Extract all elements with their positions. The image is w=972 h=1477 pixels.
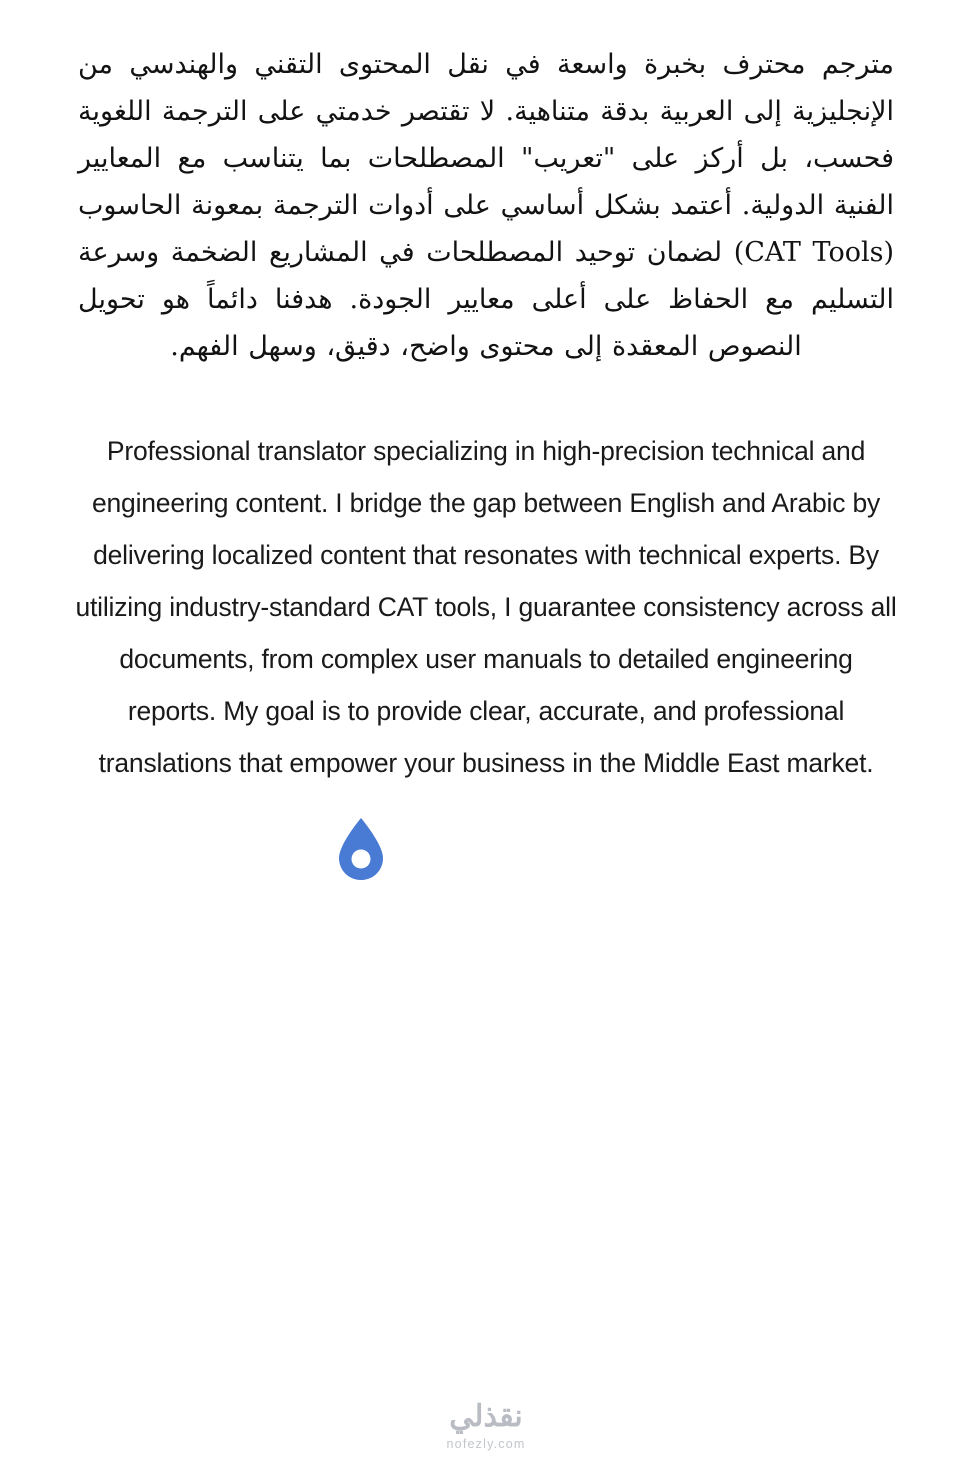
- document-page: [0, 27, 972, 1477]
- footer-website-url: nofezly.com: [446, 1437, 526, 1451]
- droplet-pin-icon: [333, 816, 389, 886]
- footer-brand-name: نقذلي: [449, 1399, 523, 1434]
- english-description-paragraph: Professional translator specializing in high-precision technical and engineering content. I bridge the gap between English and Arabic by delivering localized content that resonates with technical experts. By utilizing industry-standard CAT tools, I guarantee consistency across all documents, from complex user manuals to detailed engineering reports. My goal is to provide clear, accurate, and professional translations that empower your business in the Middle East market.: [75, 436, 897, 778]
- droplet-mark-container: [0, 816, 972, 886]
- footer-logo: [0, 1399, 972, 1451]
- arabic-description-paragraph: مترجم محترف بخبرة واسعة في نقل المحتوى التقني والهندسي من الإنجليزية إلى العربية بدقة متناهية. لا تقتصر خدمتي على الترجمة اللغوية فحسب، بل أركز على "تعريب" المصطلحات بما يتناسب مع المعايير الفنية الدولية. أعتمد بشكل أساسي على أدوات الترجمة بمعونة الحاسوب (CAT Tools) لضمان توحيد المصطلحات في المشاريع الضخمة وسرعة التسليم مع الحفاظ على أعلى معايير الجودة. هدفنا دائماً هو تحويل النصوص المعقدة إلى محتوى واضح، دقيق، وسهل الفهم.: [78, 49, 895, 362]
